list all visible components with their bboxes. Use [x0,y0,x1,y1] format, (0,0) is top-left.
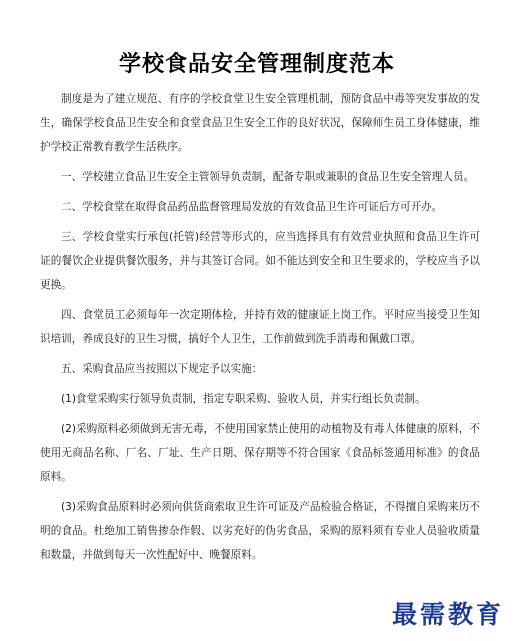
intro-paragraph: 制度是为了建立规范、有序的学校食堂卫生安全管理机制，预防食品中毒等突发事故的发生，确保学校食品卫生安全和食堂食品卫生安全工作的良好状况，保障师生员工身体健康，维护学校正常教育教学生活秩序。 [40,93,480,154]
clause-paragraph-5: 五、采购食品应当按照以下规定予以实施： [61,363,263,375]
clause-paragraph-3: 三、学校食堂实行承包(托管)经营等形式的，应当选择具有有效营业执照和食品卫生许可证的餐饮企业提供餐饮服务，并与其签订合同。如不能达到安全和卫生要求的，学校应当予以更换。 [40,230,480,292]
clause-paragraph-1: 一、学校建立食品卫生安全主管领导负责制，配备专职或兼职的食品卫生安全管理人员。 [61,171,475,184]
clause-paragraph-4: 四、食堂员工必须每年一次定期体检，并持有效的健康证上岗工作。平时应当接受卫生知识培训，养成良好的卫生习惯，搞好个人卫生，工作前做到洗手消毒和佩戴口罩。 [40,309,480,346]
document-title: 学校食品安全管理制度范本 [118,51,395,77]
sub-clause-paragraph-3: (3)采购食品原料时必须向供货商索取卫生许可证及产品检验合格证，不得擅自采购来历不明的食品。杜绝加工销售掺杂作假、以劣充好的伪劣食品，采购的原料须有专业人员验收质量和数量，并做到每天一次性配好中、晚餐原料。 [40,500,480,562]
watermark-logo: 最需教育 [391,600,504,629]
sub-clause-paragraph-2: (2)采购原料必须做到无害无毒，不使用国家禁止使用的动植物及有毒人体健康的原料，不使用无商品名称、厂名、厂址、生产日期、保存期等不符合国家《食品标签通用标准》的食品原料。 [40,422,480,483]
document-body [40,87,480,573]
sub-clause-paragraph-1: (1)食堂采购实行领导负责制，指定专职采购、验收人员，并实行组长负责制。 [61,392,426,405]
clause-paragraph-2: 二、学校食堂在取得食品药品监督管理局发放的有效食品卫生许可证后方可开办。 [61,201,443,213]
